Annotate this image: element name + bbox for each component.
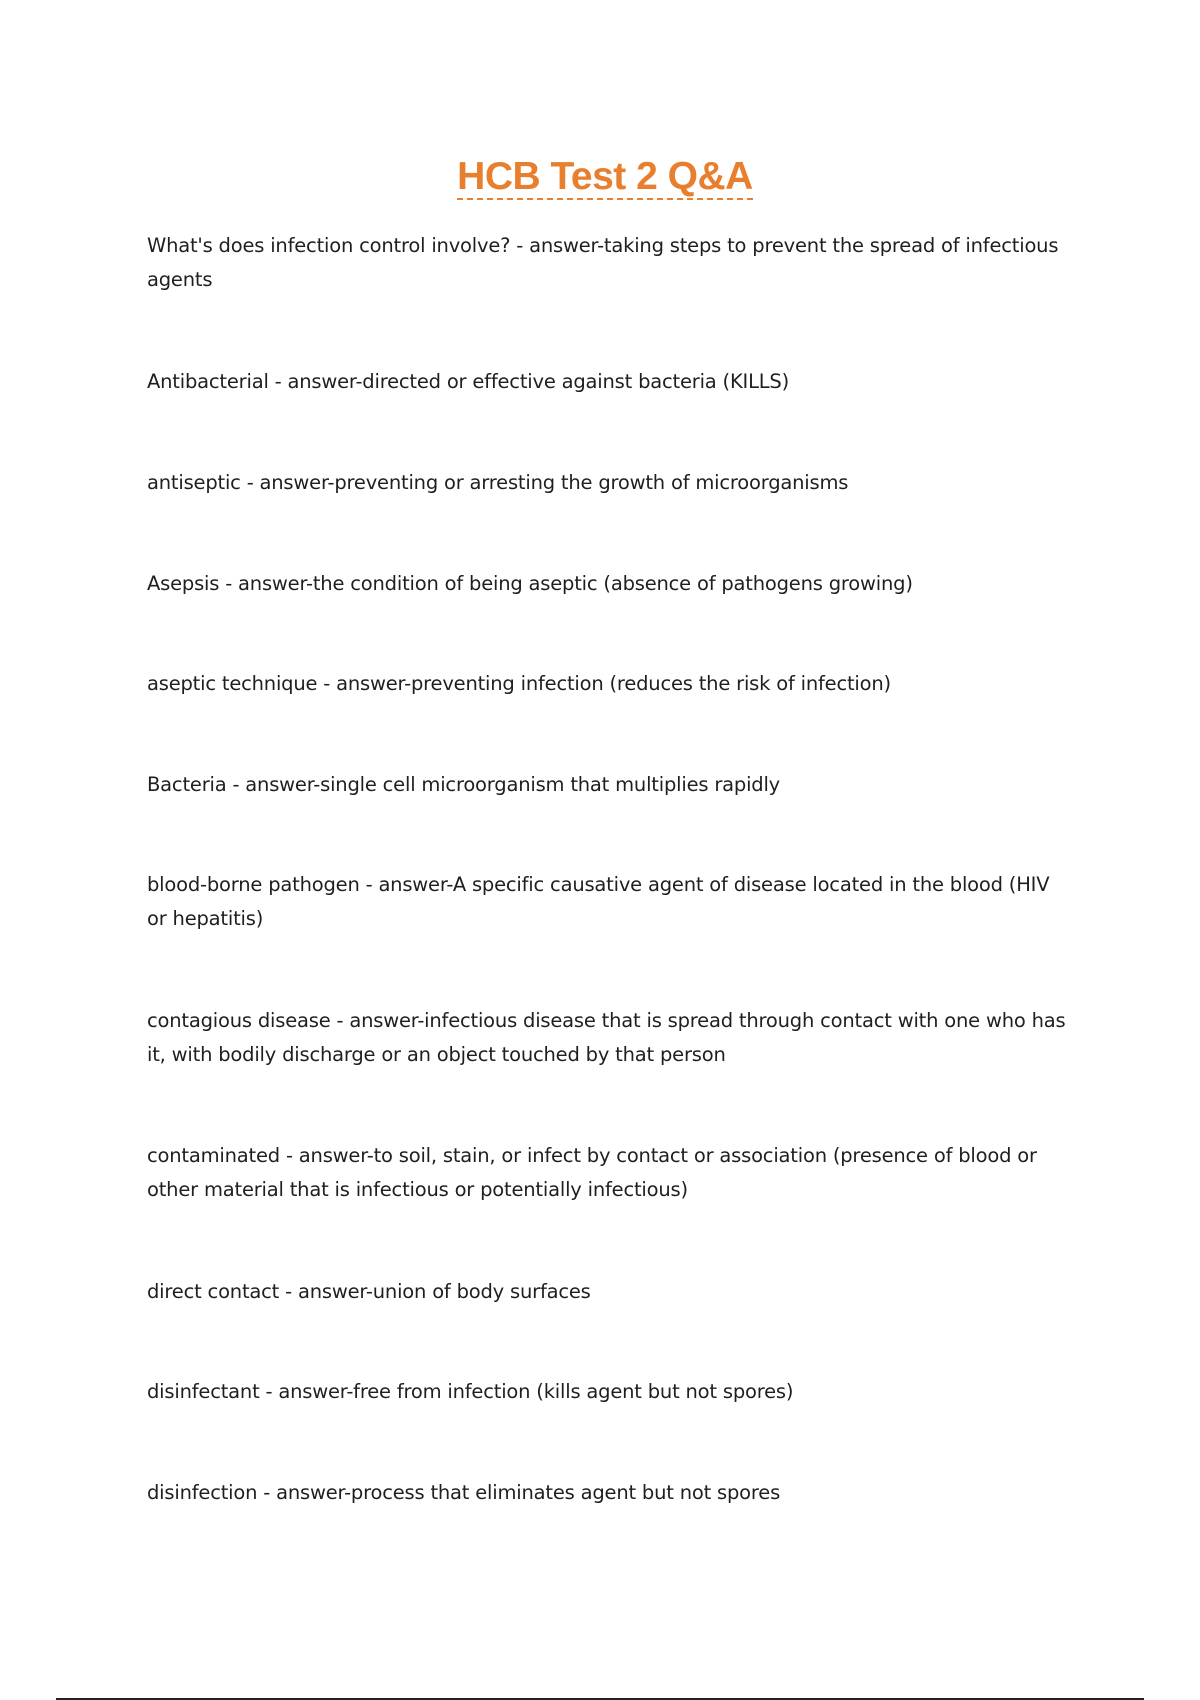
qa-entry-antibacterial: Antibacterial - answer-directed or effective against bacteria (KILLS)	[147, 370, 790, 393]
qa-entry-disinfectant: disinfectant - answer-free from infection (kills agent but not spores)	[147, 1380, 794, 1403]
qa-entry-blood-borne-pathogen: blood-borne pathogen - answer-A specific causative agent of disease located in the blood (HIV or hepatitis)	[147, 873, 1050, 930]
qa-entry-antiseptic: antiseptic - answer-preventing or arresting the growth of microorganisms	[147, 471, 849, 494]
qa-entry-direct-contact: direct contact - answer-union of body surfaces	[147, 1280, 591, 1303]
qa-entry-asepsis: Asepsis - answer-the condition of being aseptic (absence of pathogens growing)	[147, 572, 913, 595]
qa-entry-infection-control: What's does infection control involve? - answer-taking steps to prevent the spread of infectious agents	[147, 234, 1059, 291]
qa-entry-aseptic-technique: aseptic technique - answer-preventing infection (reduces the risk of infection)	[147, 672, 891, 695]
qa-entry-bacteria: Bacteria - answer-single cell microorganism that multiplies rapidly	[147, 773, 781, 796]
document-title: HCB Test 2 Q&A	[457, 155, 753, 198]
qa-entry-disinfection: disinfection - answer-process that eliminates agent but not spores	[147, 1481, 781, 1504]
document-title-container	[0, 152, 1200, 202]
qa-entry-contaminated: contaminated - answer-to soil, stain, or infect by contact or association (presence of blood or other material that is infectious or potentially infectious)	[147, 1144, 1037, 1201]
qa-entry-contagious-disease: contagious disease - answer-infectious disease that is spread through contact with one who has it, with bodily discharge or an object touched by that person	[147, 1009, 1066, 1066]
